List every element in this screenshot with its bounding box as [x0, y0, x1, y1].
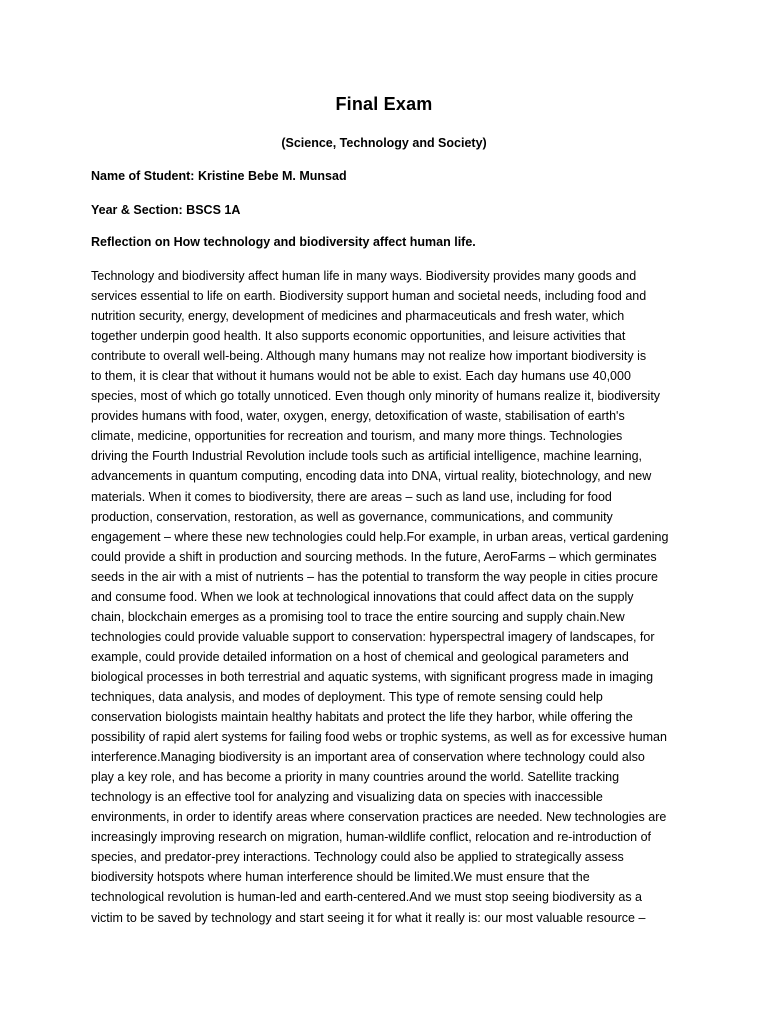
body-line: engagement – where these new technologies could help.For example, in urban areas, vertical gardening [91, 529, 669, 544]
body-line: technological revolution is human-led and earth-centered.And we must stop seeing biodiversity as a [91, 890, 643, 905]
body-line: services essential to life on earth. Biodiversity support human and societal needs, including food and [91, 289, 647, 304]
body-line: increasingly improving research on migration, human-wildlife conflict, relocation and re-introduction of [91, 830, 651, 845]
body-line: conservation biologists maintain healthy habitats and protect the life they harbor, while offering the [91, 710, 633, 725]
body-line: possibility of rapid alert systems for failing food webs or trophic systems, as well as for excessive human [91, 730, 667, 745]
body-line: production, conservation, restoration, as well as governance, communications, and community [91, 509, 613, 524]
body-line: driving the Fourth Industrial Revolution include tools such as artificial intelligence, machine learning, [91, 449, 642, 464]
body-paragraph [91, 266, 681, 928]
body-line: contribute to overall well-being. Although many humans may not realize how important biodiversity is [91, 349, 647, 364]
student-name-line: Name of Student: Kristine Bebe M. Munsad [91, 169, 347, 183]
body-line: to them, it is clear that without it humans would not be able to exist. Each day humans use 40,000 [91, 369, 631, 384]
body-line: technology is an effective tool for analyzing and visualizing data on species with inaccessible [91, 790, 603, 805]
body-line: species, most of which go totally unnoticed. Even though only minority of humans realize it, biodiversity [91, 389, 661, 404]
document-title: Final Exam [335, 94, 433, 114]
body-line: advancements in quantum computing, encoding data into DNA, virtual reality, biotechnology, and new [91, 469, 652, 484]
body-line: victim to be saved by technology and start seeing it for what it really is: our most valuable resource – [91, 910, 646, 925]
reflection-heading: Reflection on How technology and biodiversity affect human life. [91, 235, 476, 249]
body-line: environments, in order to identify areas where conservation practices are needed. New technologies are [91, 810, 667, 825]
body-line: technologies could provide valuable support to conservation: hyperspectral imagery of landscapes, for [91, 629, 655, 644]
body-line: biological processes in both terrestrial and aquatic systems, with significant progress made in imaging [91, 669, 654, 684]
body-line: example, could provide detailed information on a host of chemical and geological parameters and [91, 649, 629, 664]
body-line: interference.Managing biodiversity is an important area of conservation where technology could also [91, 750, 645, 765]
body-line: and consume food. When we look at technological innovations that could affect data on the supply [91, 589, 634, 604]
body-line: together underpin good health. It also supports economic opportunities, and leisure activities that [91, 329, 626, 344]
body-line: could provide a shift in production and sourcing methods. In the future, AeroFarms – which germinates [91, 549, 657, 564]
year-section-line: Year & Section: BSCS 1A [91, 203, 241, 217]
body-line: play a key role, and has become a priority in many countries around the world. Satellite tracking [91, 770, 620, 785]
body-line: chain, blockchain emerges as a promising tool to trace the entire sourcing and supply chain.New [91, 609, 625, 624]
body-line: biodiversity hotspots where human interference should be limited.We must ensure that the [91, 870, 590, 885]
body-line: provides humans with food, water, oxygen, energy, detoxification of waste, stabilisation of earth's [91, 409, 625, 424]
body-line: nutrition security, energy, development of medicines and pharmaceuticals and fresh water, which [91, 309, 625, 324]
body-line: climate, medicine, opportunities for recreation and tourism, and many more things. Technologies [91, 429, 623, 444]
body-line: Technology and biodiversity affect human life in many ways. Biodiversity provides many goods and [91, 269, 637, 283]
body-line: seeds in the air with a mist of nutrients – has the potential to transform the way people in cities procure [91, 569, 658, 584]
body-line: materials. When it comes to biodiversity, there are areas – such as land use, including for food [91, 489, 612, 504]
body-line: techniques, data analysis, and modes of deployment. This type of remote sensing could help [91, 689, 603, 704]
document-subtitle: (Science, Technology and Society) [281, 136, 487, 150]
body-line: species, and predator-prey interactions. Technology could also be applied to strategically assess [91, 850, 624, 865]
